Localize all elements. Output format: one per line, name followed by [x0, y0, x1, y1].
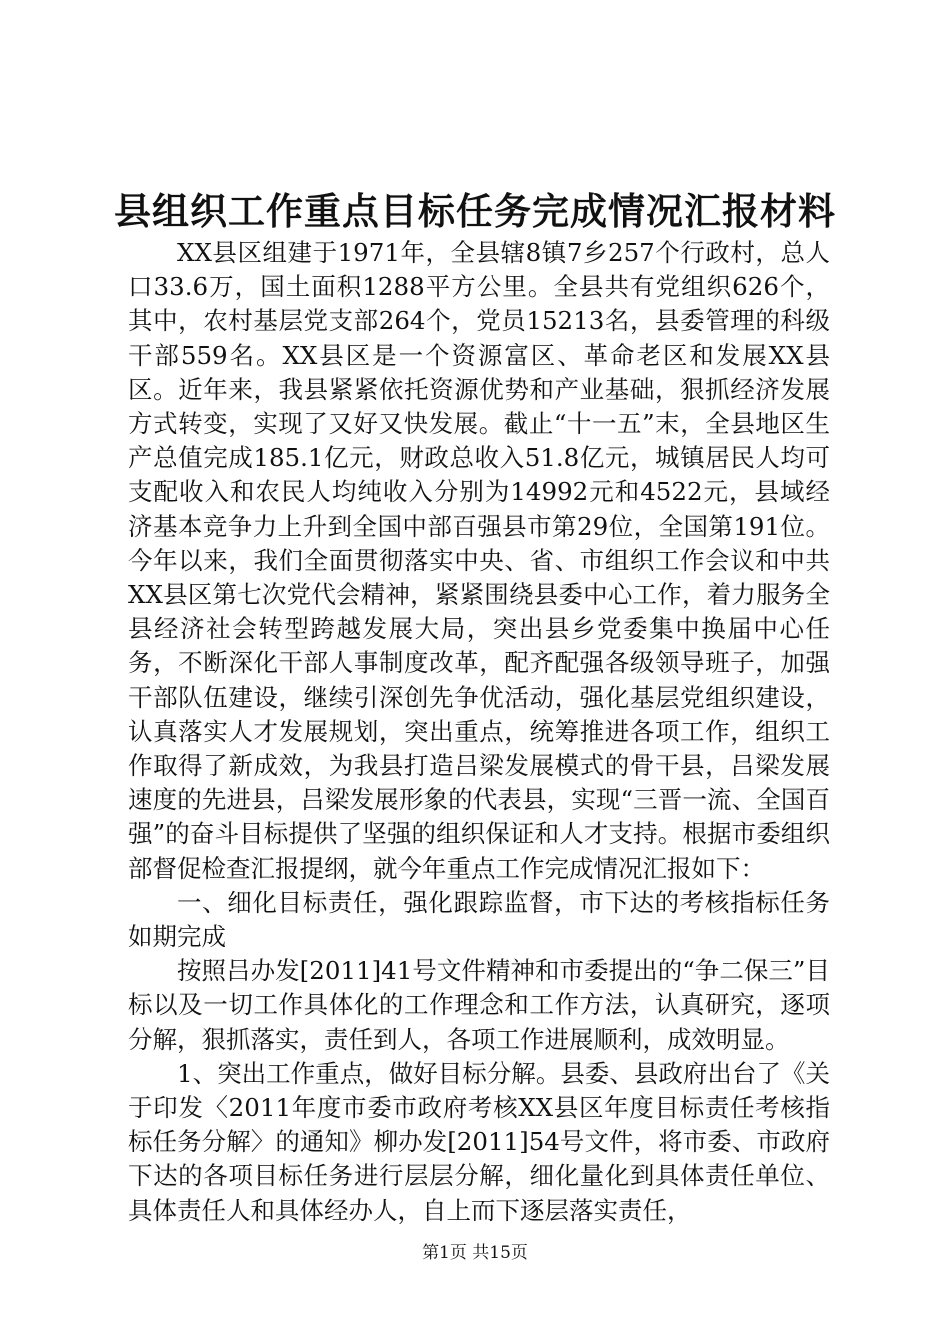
- paragraph-intro: XX县区组建于1971年，全县辖8镇7乡257个行政村，总人口33.6万，国土面积1288平方公里。全县共有党组织626个，其中，农村基层党支部264个，党员15213名，县委管理的科级干部559名。XX县区是一个资源富区、革命老区和发展XX县区。近年来，我县紧紧依托资源优势和产业基础，狠抓经济发展方式转变，实现了又好又快发展。截止“十一五”末，全县地区生产总值完成185.1亿元，财政总收入51.8亿元，城镇居民人均可支配收入和农民人均纯收入分别为14992元和4522元，县域经济基本竞争力上升到全国中部百强县市第29位，全国第191位。今年以来，我们全面贯彻落实中央、省、市组织工作会议和中共XX县区第七次党代会精神，紧紧围绕县委中心工作，着力服务全县经济社会转型跨越发展大局，突出县乡党委集中换届中心任务，不断深化干部人事制度改革，配齐配强各级领导班子，加强干部队伍建设，继续引深创先争优活动，强化基层党组织建设，认真落实人才发展规划，突出重点，统筹推进各项工作，组织工作取得了新成效，为我县打造吕梁发展模式的骨干县，吕梁发展速度的先进县，吕梁发展形象的代表县，实现“三晋一流、全国百强”的奋斗目标提供了坚强的组织保证和人才支持。根据市委组织部督促检查汇报提纲，就今年重点工作完成情况汇报如下：: [128, 238, 830, 883]
- paragraph-section-heading: 一、细化目标责任，强化跟踪监督，市下达的考核指标任务如期完成: [128, 887, 830, 952]
- paragraph-section-summary: 按照吕办发[2011]41号文件精神和市委提出的“争二保三”目标以及一切工作具体化的工作理念和工作方法，认真研究，逐项分解，狠抓落实，责任到人，各项工作进展顺利，成效明显。: [128, 956, 830, 1054]
- paragraph-point-1: 1、突出工作重点，做好目标分解。县委、县政府出台了《关于印发〈2011年度市委市政府考核XX县区年度目标责任考核指标任务分解〉的通知》柳办发[2011]54号文件，将市委、市政府下达的各项目标任务进行层层分解，细化量化到具体责任单位、具体责任人和具体经办人，自上而下逐层落实责任，: [128, 1058, 830, 1225]
- document-body: [128, 236, 830, 1228]
- page-number-footer: 第1页 共15页: [422, 1243, 528, 1263]
- document-title: 县组织工作重点目标任务完成情况汇报材料: [114, 189, 836, 233]
